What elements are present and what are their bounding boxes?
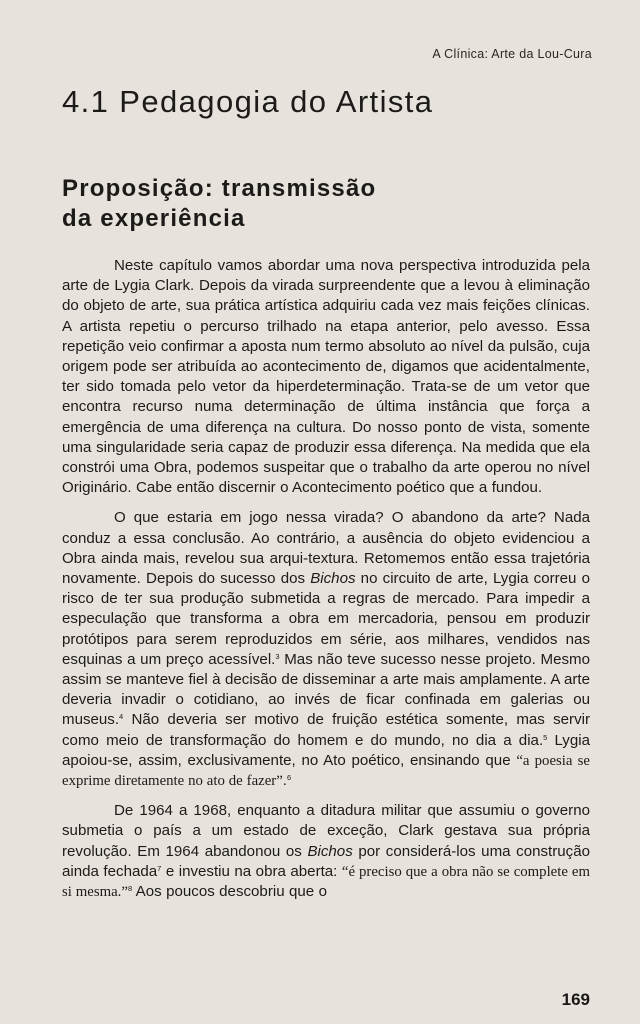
artwork-title: Bichos: [310, 570, 356, 588]
paragraph-3-text: Aos poucos descobriu que o: [132, 883, 327, 901]
paragraph-2-text: .: [282, 772, 287, 790]
running-head: A Clínica: Arte da Lou-Cura: [432, 47, 592, 61]
section-title: 4.1 Pedagogia do Artista: [62, 84, 434, 119]
paragraph-3-text: De 1964 a 1968, enquanto a ditadura militar que assumiu o governo submetia o país a um estado de exceção, Clark gestava sua própria revolução. Em 1964 abandonou os: [62, 802, 590, 860]
paragraph-2-text: no circuito de arte, Lygia correu o risco de ter sua produção submetida a regras de mercado. Para impedir a especulação que transforma a obra em mercadoria, pensou em produzir protótipos para serem reproduzidos em série, aos milhares, vendidos nas esquinas a um preço acessível.: [62, 570, 590, 668]
subsection-title: [62, 174, 376, 234]
paragraph-2-text: Mas não teve sucesso nesse projeto. Mesmo assim se manteve fiel à decisão de disseminar a arte mais amplamente. A arte deveria invadir o cotidiano, ao invés de ficar confinada em galerias ou museus.: [62, 650, 590, 729]
paragraph-2: [62, 508, 590, 791]
quotation: “a poesia se exprime diretamente no ato de fazer”: [62, 752, 591, 790]
page-number: 169: [561, 990, 590, 1009]
body-text: [62, 256, 590, 902]
paragraph-2-text: Lygia apoiou-se, assim, exclusivamente, no Ato poético, ensinando que: [62, 731, 590, 769]
paragraph-2-text: Não deveria ser motivo de fruição estética somente, mas servir como meio de transformação do homem e do mundo, no dia a dia.: [62, 711, 590, 749]
paragraph-1: Neste capítulo vamos abordar uma nova perspectiva introduzida pela arte de Lygia Clark. Depois da virada surpreendente que a levou à eliminação do objeto de arte, sua prática artística adquiriu cada vez mais feições clínicas. A artista repetiu o percurso trilhado na etapa anterior, pelo avesso. Essa repetição veio confirmar a aposta num termo absoluto ao nível da pulsão, cuja origem pode ser atribuída ao acontecimento de, digamos que acidentalmente, ter sido tomada pelo vetor da hiperdeterminação. Trata-se de um vetor que encontra recurso numa determinação de última instância que força a emergência de uma diferença na cultura. Do nosso ponto de vista, somente uma singularidade seria capaz de produzir essa diferença. Na medida que ela constrói uma Obra, podemos suspeitar que o trabalho da arte operou no nível Originário. Cabe então discernir o Acontecimento poético que a fundou.: [62, 257, 590, 497]
paragraph-2-text: O que estaria em jogo nessa virada? O abandono da arte? Nada conduz a essa conclusão. Ao contrário, a ausência do objeto evidenciou a Obra ainda mais, revelou sua arqui-textura. Retomemos então essa trajetória novamente. Depois do sucesso dos: [62, 509, 590, 588]
footnote-marker: 6: [286, 773, 292, 783]
quotation: “é preciso que a obra não se complete em si mesma.”: [62, 863, 591, 901]
footnote-marker: 7: [157, 863, 162, 873]
paragraph-3-text: por considerá-los uma construção ainda fechada: [62, 842, 590, 880]
footnote-marker: 8: [127, 884, 133, 894]
footnote-marker: 3: [275, 651, 280, 661]
paragraph-3: [62, 801, 590, 902]
artwork-title: Bichos: [307, 842, 353, 860]
footnote-marker: 4: [119, 712, 124, 722]
paragraph-3-text: e investiu na obra aberta:: [161, 862, 342, 880]
subsection-title-line-2: da experiência: [62, 205, 246, 232]
footnote-marker: 5: [543, 732, 548, 742]
subsection-title-line-1: Proposição: transmissão: [62, 175, 377, 202]
